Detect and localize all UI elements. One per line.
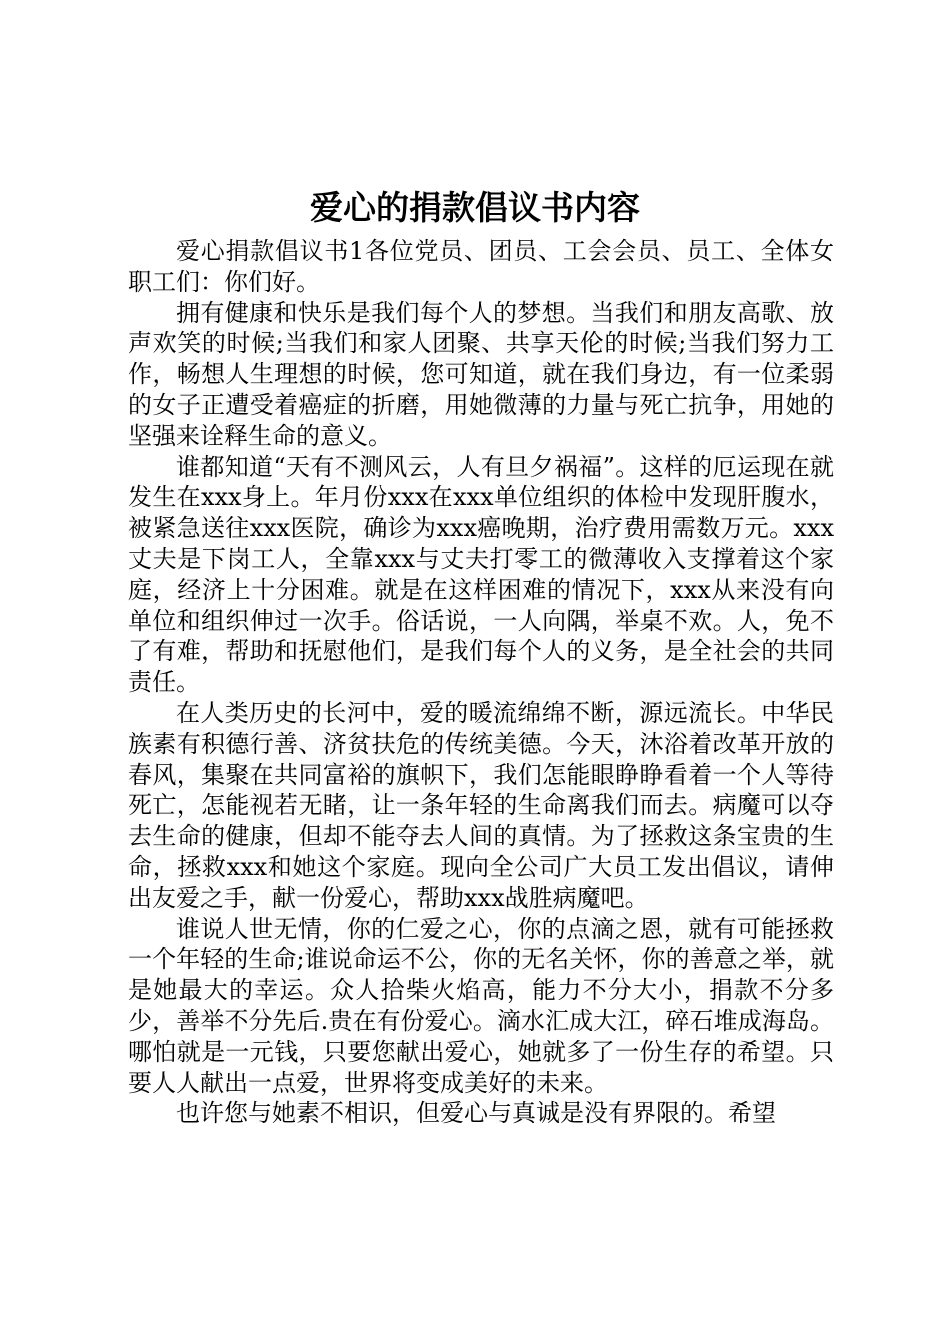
paragraph-misfortune: 谁都知道“天有不测风云，人有旦夕祸福”。这样的厄运现在就发生在xxx身上。年月份xxx在xxx单位组织的体检中发现肝腹水，被紧急送往xxx医院，确诊为xxx癌晚期，治疗费用需数万元。xxx丈夫是下岗工人，全靠xxx与丈夫打零工的微薄收入支撑着这个家庭，经济上十分困难。就是在这样困难的情况下，xxx从来没有向单位和组织伸过一次手。俗话说，一人向隅，举桌不欢。人，免不了有难，帮助和抚慰他们，是我们每个人的义务，是全社会的共同责任。 bbox=[128, 452, 834, 697]
paragraph-appeal: 在人类历史的长河中，爱的暖流绵绵不断，源远流长。中华民族素有积德行善、济贫扶危的传统美德。今天，沐浴着改革开放的春风，集聚在共同富裕的旗帜下，我们怎能眼睁睁看着一个人等待死亡，怎能视若无睹，让一条年轻的生命离我们而去。病魔可以夺去生命的健康，但却不能夺去人间的真情。为了拯救这条宝贵的生命，拯救xxx和她这个家庭。现向全公司广大员工发出倡议，请伸出友爱之手，献一份爱心，帮助xxx战胜病魔吧。 bbox=[128, 698, 834, 912]
paragraph-kindness: 谁说人世无情，你的仁爱之心，你的点滴之恩，就有可能拯救一个年轻的生命;谁说命运不公，你的无名关怀，你的善意之举，就是她最大的幸运。众人拾柴火焰高，能力不分大小，捐款不分多少，善举不分先后.贵在有份爱心。滴水汇成大江，碎石堆成海岛。哪怕就是一元钱，只要您献出爱心，她就多了一份生存的希望。只要人人献出一点爱，世界将变成美好的未来。 bbox=[128, 914, 834, 1097]
document-title: 爱心的捐款倡议书内容 bbox=[310, 188, 640, 227]
paragraph-dream: 拥有健康和快乐是我们每个人的梦想。当我们和朋友高歌、放声欢笑的时候;当我们和家人团聚、共享天伦的时候;当我们努力工作，畅想人生理想的时候，您可知道，就在我们身边，有一位柔弱的女子正遭受着癌症的折磨，用她微薄的力量与死亡抗争，用她的坚强来诠释生命的意义。 bbox=[128, 298, 834, 450]
paragraph-closing: 也许您与她素不相识，但爱心与真诚是没有界限的。希望 bbox=[176, 1099, 776, 1128]
paragraph-greeting: 爱心捐款倡议书1各位党员、团员、工会会员、员工、全体女职工们：你们好。 bbox=[128, 237, 834, 296]
document-body bbox=[128, 236, 834, 1129]
